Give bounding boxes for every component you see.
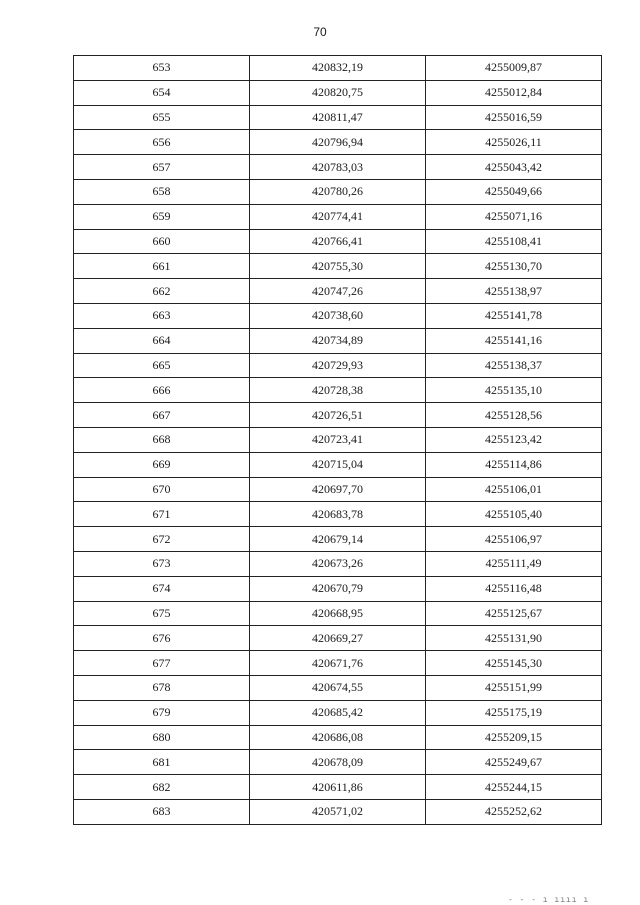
- table-row: [74, 80, 602, 105]
- point-number-cell: 673: [74, 551, 250, 576]
- point-number-cell: 657: [74, 155, 250, 180]
- y-coordinate-cell: 4255130,70: [426, 254, 602, 279]
- y-coordinate-cell: 4255138,97: [426, 279, 602, 304]
- table-row: [74, 353, 602, 378]
- table-row: [74, 378, 602, 403]
- x-coordinate-cell: 420715,04: [250, 452, 426, 477]
- y-coordinate-cell: 4255116,48: [426, 576, 602, 601]
- y-coordinate-cell: 4255108,41: [426, 229, 602, 254]
- x-coordinate-cell: 420679,14: [250, 527, 426, 552]
- y-coordinate-cell: 4255125,67: [426, 601, 602, 626]
- y-coordinate-cell: 4255128,56: [426, 403, 602, 428]
- point-number-cell: 669: [74, 452, 250, 477]
- x-coordinate-cell: 420766,41: [250, 229, 426, 254]
- table-row: [74, 56, 602, 81]
- y-coordinate-cell: 4255249,67: [426, 750, 602, 775]
- y-coordinate-cell: 4255114,86: [426, 452, 602, 477]
- table-row: [74, 675, 602, 700]
- table-row: [74, 750, 602, 775]
- point-number-cell: 682: [74, 775, 250, 800]
- x-coordinate-cell: 420726,51: [250, 403, 426, 428]
- x-coordinate-cell: 420571,02: [250, 799, 426, 824]
- y-coordinate-cell: 4255151,99: [426, 675, 602, 700]
- x-coordinate-cell: 420796,94: [250, 130, 426, 155]
- table-row: [74, 725, 602, 750]
- x-coordinate-cell: 420671,76: [250, 651, 426, 676]
- y-coordinate-cell: 4255135,10: [426, 378, 602, 403]
- point-number-cell: 663: [74, 303, 250, 328]
- y-coordinate-cell: 4255009,87: [426, 56, 602, 81]
- table-row: [74, 651, 602, 676]
- x-coordinate-cell: 420723,41: [250, 427, 426, 452]
- point-number-cell: 678: [74, 675, 250, 700]
- table-row: [74, 403, 602, 428]
- y-coordinate-cell: 4255111,49: [426, 551, 602, 576]
- x-coordinate-cell: 420670,79: [250, 576, 426, 601]
- coordinates-table-body: [74, 56, 602, 825]
- y-coordinate-cell: 4255252,62: [426, 799, 602, 824]
- x-coordinate-cell: 420673,26: [250, 551, 426, 576]
- table-row: [74, 799, 602, 824]
- y-coordinate-cell: 4255141,78: [426, 303, 602, 328]
- point-number-cell: 656: [74, 130, 250, 155]
- y-coordinate-cell: 4255209,15: [426, 725, 602, 750]
- point-number-cell: 683: [74, 799, 250, 824]
- point-number-cell: 667: [74, 403, 250, 428]
- y-coordinate-cell: 4255244,15: [426, 775, 602, 800]
- point-number-cell: 653: [74, 56, 250, 81]
- y-coordinate-cell: 4255071,16: [426, 204, 602, 229]
- table-row: [74, 328, 602, 353]
- x-coordinate-cell: 420674,55: [250, 675, 426, 700]
- table-row: [74, 105, 602, 130]
- point-number-cell: 671: [74, 502, 250, 527]
- x-coordinate-cell: 420686,08: [250, 725, 426, 750]
- table-row: [74, 427, 602, 452]
- point-number-cell: 661: [74, 254, 250, 279]
- y-coordinate-cell: 4255049,66: [426, 179, 602, 204]
- y-coordinate-cell: 4255012,84: [426, 80, 602, 105]
- point-number-cell: 654: [74, 80, 250, 105]
- point-number-cell: 674: [74, 576, 250, 601]
- y-coordinate-cell: 4255105,40: [426, 502, 602, 527]
- point-number-cell: 680: [74, 725, 250, 750]
- y-coordinate-cell: 4255131,90: [426, 626, 602, 651]
- y-coordinate-cell: 4255026,11: [426, 130, 602, 155]
- point-number-cell: 665: [74, 353, 250, 378]
- coordinates-table: [73, 55, 602, 825]
- point-number-cell: 664: [74, 328, 250, 353]
- y-coordinate-cell: 4255138,37: [426, 353, 602, 378]
- x-coordinate-cell: 420832,19: [250, 56, 426, 81]
- table-row: [74, 155, 602, 180]
- point-number-cell: 679: [74, 700, 250, 725]
- table-row: [74, 700, 602, 725]
- table-row: [74, 303, 602, 328]
- x-coordinate-cell: 420774,41: [250, 204, 426, 229]
- table-row: [74, 452, 602, 477]
- point-number-cell: 662: [74, 279, 250, 304]
- x-coordinate-cell: 420734,89: [250, 328, 426, 353]
- x-coordinate-cell: 420738,60: [250, 303, 426, 328]
- point-number-cell: 681: [74, 750, 250, 775]
- table-row: [74, 130, 602, 155]
- table-row: [74, 626, 602, 651]
- point-number-cell: 670: [74, 477, 250, 502]
- x-coordinate-cell: 420783,03: [250, 155, 426, 180]
- x-coordinate-cell: 420611,86: [250, 775, 426, 800]
- table-row: [74, 477, 602, 502]
- y-coordinate-cell: 4255106,97: [426, 527, 602, 552]
- x-coordinate-cell: 420697,70: [250, 477, 426, 502]
- x-coordinate-cell: 420668,95: [250, 601, 426, 626]
- x-coordinate-cell: 420755,30: [250, 254, 426, 279]
- x-coordinate-cell: 420669,27: [250, 626, 426, 651]
- footer-scan-marks: - - - ı ıııı ı: [508, 896, 590, 905]
- point-number-cell: 668: [74, 427, 250, 452]
- point-number-cell: 658: [74, 179, 250, 204]
- point-number-cell: 659: [74, 204, 250, 229]
- point-number-cell: 666: [74, 378, 250, 403]
- point-number-cell: 675: [74, 601, 250, 626]
- table-row: [74, 527, 602, 552]
- x-coordinate-cell: 420747,26: [250, 279, 426, 304]
- y-coordinate-cell: 4255141,16: [426, 328, 602, 353]
- point-number-cell: 660: [74, 229, 250, 254]
- page-number: 70: [313, 25, 327, 39]
- x-coordinate-cell: 420780,26: [250, 179, 426, 204]
- x-coordinate-cell: 420728,38: [250, 378, 426, 403]
- table-row: [74, 204, 602, 229]
- y-coordinate-cell: 4255106,01: [426, 477, 602, 502]
- table-row: [74, 576, 602, 601]
- point-number-cell: 672: [74, 527, 250, 552]
- x-coordinate-cell: 420820,75: [250, 80, 426, 105]
- table-row: [74, 279, 602, 304]
- point-number-cell: 655: [74, 105, 250, 130]
- table-row: [74, 775, 602, 800]
- y-coordinate-cell: 4255123,42: [426, 427, 602, 452]
- x-coordinate-cell: 420685,42: [250, 700, 426, 725]
- x-coordinate-cell: 420729,93: [250, 353, 426, 378]
- point-number-cell: 676: [74, 626, 250, 651]
- table-row: [74, 229, 602, 254]
- table-row: [74, 551, 602, 576]
- table-row: [74, 502, 602, 527]
- x-coordinate-cell: 420683,78: [250, 502, 426, 527]
- x-coordinate-cell: 420678,09: [250, 750, 426, 775]
- y-coordinate-cell: 4255145,30: [426, 651, 602, 676]
- y-coordinate-cell: 4255016,59: [426, 105, 602, 130]
- y-coordinate-cell: 4255175,19: [426, 700, 602, 725]
- x-coordinate-cell: 420811,47: [250, 105, 426, 130]
- table-row: [74, 601, 602, 626]
- table-row: [74, 179, 602, 204]
- point-number-cell: 677: [74, 651, 250, 676]
- y-coordinate-cell: 4255043,42: [426, 155, 602, 180]
- table-row: [74, 254, 602, 279]
